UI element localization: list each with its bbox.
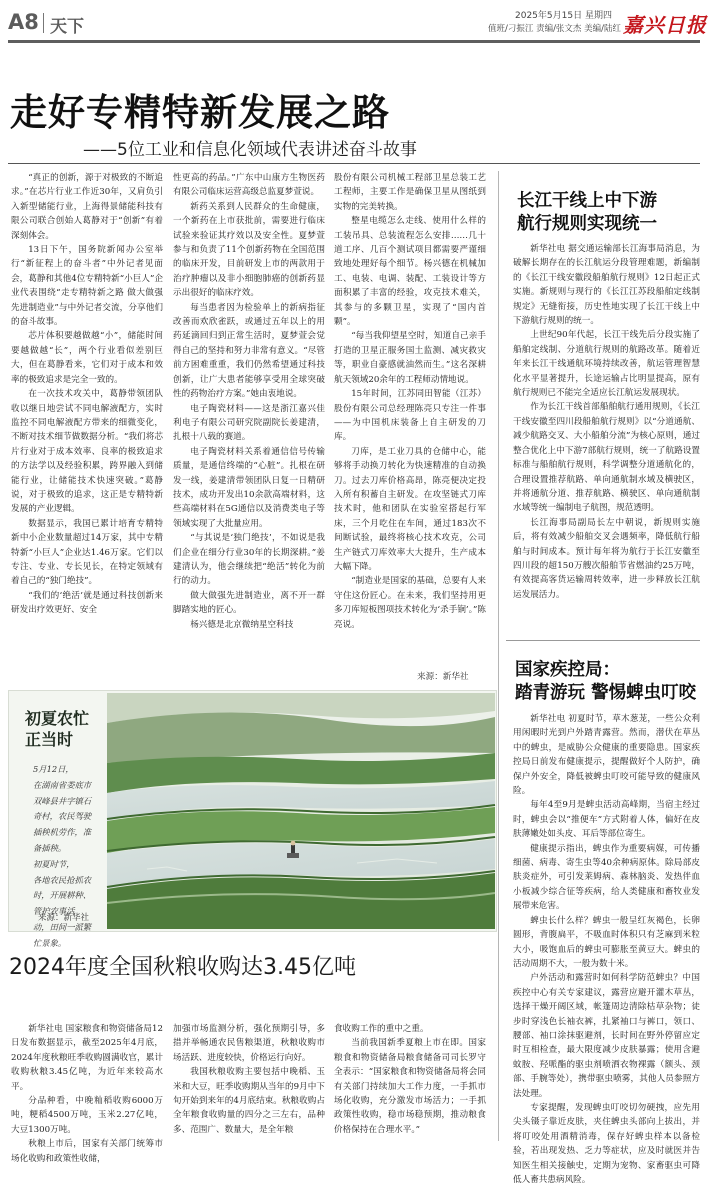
photo-title-line2: 正当时 xyxy=(25,730,74,749)
caption-line: 时，开展耕种、 xyxy=(33,890,92,901)
paragraph: 专家提醒，发现蜱虫叮咬切勿硬拽，应先用尖头镊子靠近皮肤，夹住蜱虫头部向上拔出，并将叮咬处用酒精消毒，保存好蜱虫样本以备检验，若出现发热、乏力等症状，应及时就医并告知医生相关接触史，定期为宠物、家畜驱虫可降低人畜共患病风险。 xyxy=(513,1102,700,1185)
paragraph: 性更高的药品。”广东中山康方生物医药有限公司临床运营高级总监夏梦萱说。 xyxy=(173,173,325,198)
paragraph: 健康提示指出，蜱虫作为重要病媒，可传播细菌、病毒、寄生虫等40余种病原体。除局部皮肤炎症外，可引发莱姆病、森林脑炎、发热伴血小板减少综合征等疾病，给人类健康和畜牧业发展带来危害。 xyxy=(513,843,700,912)
editor-credits: 值班/刁振江 责编/张文杰 美编/陆红 xyxy=(488,24,621,34)
paragraph: 当前我国新季夏粮上市在即。国家粮食和物资储备局粮食储备司司长罗守全表示：“国家粮食和物资储备局将会同有关部门持续加大工作力度，一手抓市场化收购，充分激发市场活力；一手抓政策性收购，稳市场稳预期，推动粮食价格保持在合理水平。” xyxy=(334,1038,486,1135)
paragraph: “与其说是‘独门绝技’，不如说是我们企业在细分行业30年的长期深耕。”姜建清认为，他会继续把“绝活”转化为前行的动力。 xyxy=(173,533,325,587)
paragraph: 整星电缆怎么走线、使用什么样的工装吊具、总装流程怎么安排……几十道工序、几百个测试项目都需要严谨细致地处理好每个细节。杨兴德在机械加工、电装、电调、装配、工装设计等方面积累了丰富的经验，攻克技术难关，其参与的多颗卫星，实现了“国内首颗”。 xyxy=(334,216,486,328)
paragraph: 每年4至9月是蜱虫活动高峰期，当宿主经过时，蜱虫会以“推便车”方式附着人体，偏好在皮肤薄嫩处如头皮、耳后等部位寄生。 xyxy=(513,800,700,840)
paragraph: 芯片体积要越做越“小”，储能时间要越做越“长”，两个行业看似差别巨大，但在葛静看来，它们对于成本和效率的极致追求是完全一致的。 xyxy=(11,331,163,385)
paragraph: 食收购工作的重中之重。 xyxy=(334,1024,429,1034)
paragraph: “每当我仰望星空时，知道自己亲手打造的卫星正服务国土监测、减灾救灾等，职业自豪感就油然而生。”这名深耕航天领域20余年的工程师动情地说。 xyxy=(334,331,486,385)
paragraph: “真正的创新，源于对极致的不断追求。”在芯片行业工作近30年，又肩负引入新型储能行业，上海得景储能科技有限公司联合创始人葛静对于“创新”有着深刻体会。 xyxy=(11,173,163,241)
main-article-col3 xyxy=(334,171,486,671)
caption-line: 5月12日， xyxy=(33,764,74,774)
caption-line: 插秧机劳作，准 xyxy=(33,827,92,838)
caption-line: 忙景象。 xyxy=(33,937,67,948)
paragraph: 13日下午，国务院新闻办公室举行“新征程上的奋斗者”中外记者见面会，葛静和其他4位专精特新“小巨人”企业代表围绕“走专精特新之路 做大做强先进制造业”与中外记者交流，分享他们的奋斗故事。 xyxy=(11,245,163,328)
tick-title-line1: 国家疾控局： xyxy=(515,660,620,680)
tick-article-body xyxy=(513,712,700,1185)
caption-line: 动，田间一派繁 xyxy=(33,921,92,932)
grain-article-col3 xyxy=(334,1022,486,1147)
headline-rule xyxy=(8,163,700,164)
grain-article-col1 xyxy=(11,1022,163,1164)
main-headline: 走好专精特新发展之路 xyxy=(10,91,390,134)
paragraph: 做大做强先进制造业，离不开一群脚踏实地的匠心。 xyxy=(173,590,325,616)
rice-paddies-illustration xyxy=(107,693,495,929)
section-divider xyxy=(43,13,44,33)
paragraph: 数据显示，我国已累计培育专精特新中小企业数量超过14万家，其中专精特新“小巨人”企业达1.46万家。它们以专注、专业、专长见长，在特定领域有着自己的“独门绝技”。 xyxy=(11,518,163,587)
main-subheadline: ——5位工业和信息化领域代表讲述奋斗故事 xyxy=(83,140,417,160)
photo-title xyxy=(25,708,89,750)
paragraph: 新华社电 据交通运输部长江海事局消息，为破解长期存在的长江航运分段管理难题，新编制的《长江干线安徽段船舶航行规则》12日起正式实施。新规则与现行的《长江江苏段船舶定线制规定》无缝衔接，历史性地实现了长江干线上中下游航行规则的统一。 xyxy=(513,244,700,327)
paragraph: 每当患者因为检验单上的新病指征改善而欢欣雀跃，或通过五年以上的用药延滴回归到正常生活时，夏梦萱会觉得自己的坚持和努力非常有意义。“尽管前方困难重重，我们仍然希望通过科技创新，让广大患者能够享受用全球突破性的药物治疗方案。”她由衷地说。 xyxy=(173,302,325,400)
tick-title-line2: 踏青游玩 警惕蜱虫叮咬 xyxy=(515,683,697,703)
paragraph: 上世纪90年代起，长江干线先后分段实施了船舶定线制、分道航行规则的航路改革。随着近年来长江干线通航环境持续改善，航运管理智慧化水平显著提升，长途运输占比明显提高，原有航行规则已不能完全适应长江航运发展现状。 xyxy=(513,330,700,399)
issue-date: 2025年5月15日 星期四 xyxy=(515,11,612,21)
paragraph: 户外活动和露营时如何科学防范蜱虫？中国疾控中心有关专家建议，露营应避开灌木草丛，选择干燥开阔区域，帐篷周边清除枯草杂物；徒步时穿浅色长袖衣裤，扎紧袖口与裤口，领口、腰部、袖口涂抹驱避剂，长时间在野外停留应定时互相检查，最大限度减少皮肤暴露；使用含避蚊胺、羟哌酯的驱虫剂喷洒衣物裸露（额头、颈部、手腕等处），携带驱虫喷雾，其他人员参照方法处理。 xyxy=(513,973,700,1099)
paragraph: 新药关系到人民群众的生命健康，一个新药在上市获批前，需要进行临床试验来验证其疗效以及安全性。夏梦萱参与和负责了11个创新药物在全国范围的临床开发，目前研发上市的两款用于治疗肿瘤以及非小细胞肺癌的创新药显示出很好的临床疗效。 xyxy=(173,201,325,299)
main-article-col1 xyxy=(11,171,163,683)
paragraph: 15年时间，江苏同田智能（江苏）股份有限公司总经理陈亮只专注一件事——为中国机床装备上自主研发的刀库。 xyxy=(334,389,486,443)
rice-terrace-photo xyxy=(107,693,495,929)
newspaper-logo: 嘉兴日报 xyxy=(623,13,707,37)
caption-line: 管护农事活 xyxy=(33,906,75,917)
paragraph: “制造业是国家的基础，总要有人来守住这份匠心。在未来，我们坚持用更多刀库短板图项技术转化为‘杀手锏’。”陈亮说。 xyxy=(334,576,486,630)
photo-caption xyxy=(33,762,103,952)
paragraph: 股份有限公司机械工程部卫星总装工艺工程师，主要工作是确保卫星从图纸到实物的完美转换。 xyxy=(334,173,486,212)
caption-line: 在湖南省娄底市 xyxy=(33,779,92,790)
paragraph: 新华社电 国家粮食和物资储备局12日发布数据显示，截至2025年4月底，2024年度秋粮旺季收购圆满收官，累计收购秋粮3.45亿吨，为近年来较高水平。 xyxy=(11,1024,163,1092)
caption-line: 各地农民抢抓农 xyxy=(33,874,92,885)
paragraph: 我国秋粮收购主要包括中晚稻、玉米和大豆，旺季收购期从当年的9月中下旬开始到来年的4月底结束。秋粮收购占全年粮食收购量的四分之三左右，品种多、范围广、数量大，是全年粮 xyxy=(173,1067,325,1135)
column-separator xyxy=(498,171,499,1141)
photo-title-line1: 初夏农忙 xyxy=(25,709,90,728)
paragraph: 新华社电 初夏时节，草木葱茏，一些公众利用闲暇时光到户外踏青露营。然而，潜伏在草丛中的蜱虫，是威胁公众健康的重要隐患。国家疾控局日前发布健康提示，提醒做好个人防护，确保户外安全，降低被蜱虫叮咬可能导致的健康风险。 xyxy=(513,714,700,797)
paragraph: 电子陶瓷材料关系着通信信号传输质量，是通信终端的“心脏”。扎根在研发一线，姜建清带领团队日复一日精研技术，成功开发出10余款高端材料，这些高端材料在5G通信以及消费类电子等领域实现了大批量应用。 xyxy=(173,446,325,529)
section-name: 天下 xyxy=(50,17,84,37)
paragraph: 刀库，是工业刀具的仓储中心，能够将手动换刀转化为快速精准的自动换刀。过去刀库价格高昂，陈亮便决定投入所有积蓄自主研发。在攻坚链式刀库技术时，他和团队在实验室搭起行军床，三个月吃住在车间，通过183次不间断试验，最终将核心技术攻克，公司生产链式刀库效率大大提升，生产成本大幅下降。 xyxy=(334,446,486,572)
header-rule xyxy=(8,40,700,43)
main-article-col2 xyxy=(173,171,325,683)
caption-line: 双峰县井字镇石 xyxy=(33,795,92,806)
paragraph: 电子陶瓷材料——这是浙江嘉兴佳利电子有限公司研究院副院长姜建清，扎根十八载的赛道。 xyxy=(173,403,325,443)
paragraph: 在一次技术攻关中，葛静带领团队收以继日地尝试不同电解液配方，实时监控不同电解液配方带来的细微变化，不断对技术细节做数据分析。“我们将芯片行业对于成本效率、良率的极致追求的方法学以及经验积累，跨界融入到储能行业，让储能技术快速突破。”葛静说，对于极致的追求，这正是专精特新发展的产业逻辑。 xyxy=(11,389,163,515)
paragraph: 长江海事局副局长左中朝说，新规则实施后，将有效减少船舶交叉会遇频率，降低航行船舶与时间成本。预计每年将为航行于长江安徽至四川段的超150万艘次船舶节省燃油约25万吨，有效提高客货运输周转效率，进一步释放长江航运发展活力。 xyxy=(513,517,700,600)
page-header xyxy=(0,0,708,40)
yangtze-title-line1: 长江干线上中下游 xyxy=(517,191,657,211)
caption-line: 备插秧。 xyxy=(33,842,67,853)
yangtze-title-line2: 航行规则实现统一 xyxy=(517,214,657,234)
paragraph: 作为长江干线首部船舶航行通用规则，《长江干线安徽至四川段船舶航行规则》以“分道通航、减少航路交叉、大小船舶分流”为核心原则，通过整合优化上中下游7部航行规则，统一了航路设置标准与船舶航行规则，科学调整分道通航化的，合理设置推荐航路、单向通航制水域及横驶区，并将通航分道、推荐航路、横驶区、单向通航制水域等统一编制电子航图，规范透明。 xyxy=(513,402,700,514)
caption-line: 初夏时节， xyxy=(33,858,75,869)
paragraph: 蜱虫长什么样？蜱虫一般呈红灰褐色，长卵圆形，背腹扁平，不吸血时体积只有芝麻到米粒大小，吸饱血后的蜱虫可膨胀至黄豆大。蜱虫的活动周期不大，一般为数十米。 xyxy=(513,915,700,969)
grain-headline: 2024年度全国秋粮收购达3.45亿吨 xyxy=(9,955,356,980)
paragraph: “我们的‘绝活’就是通过科技创新来研发出疗效更好、安全 xyxy=(11,590,163,616)
yangtze-article-body xyxy=(513,242,700,624)
paragraph: 杨兴德是北京微纳星空科技 xyxy=(190,619,294,630)
paragraph: 分品种看，中晚籼稻收购6000万吨，粳稻4500万吨，玉米2.27亿吨，大豆1300万吨。 xyxy=(11,1096,163,1135)
photo-source: 来源：新华社 xyxy=(38,913,90,923)
caption-line: 奇村，农民驾驶 xyxy=(33,811,92,822)
paragraph: 秋粮上市后，国家有关部门统筹市场化收购和政策性收储， xyxy=(11,1139,163,1164)
right-article-rule xyxy=(506,640,700,641)
grain-article-col2 xyxy=(173,1022,325,1147)
main-article-source: 来源：新华社 xyxy=(417,672,469,682)
section-number: A8 xyxy=(8,10,39,34)
paragraph: 加强市场监测分析，强化预期引导，多措并举畅通农民售粮渠道，秋粮收购市场活跃、进度较快，价格运行向好。 xyxy=(173,1024,325,1063)
